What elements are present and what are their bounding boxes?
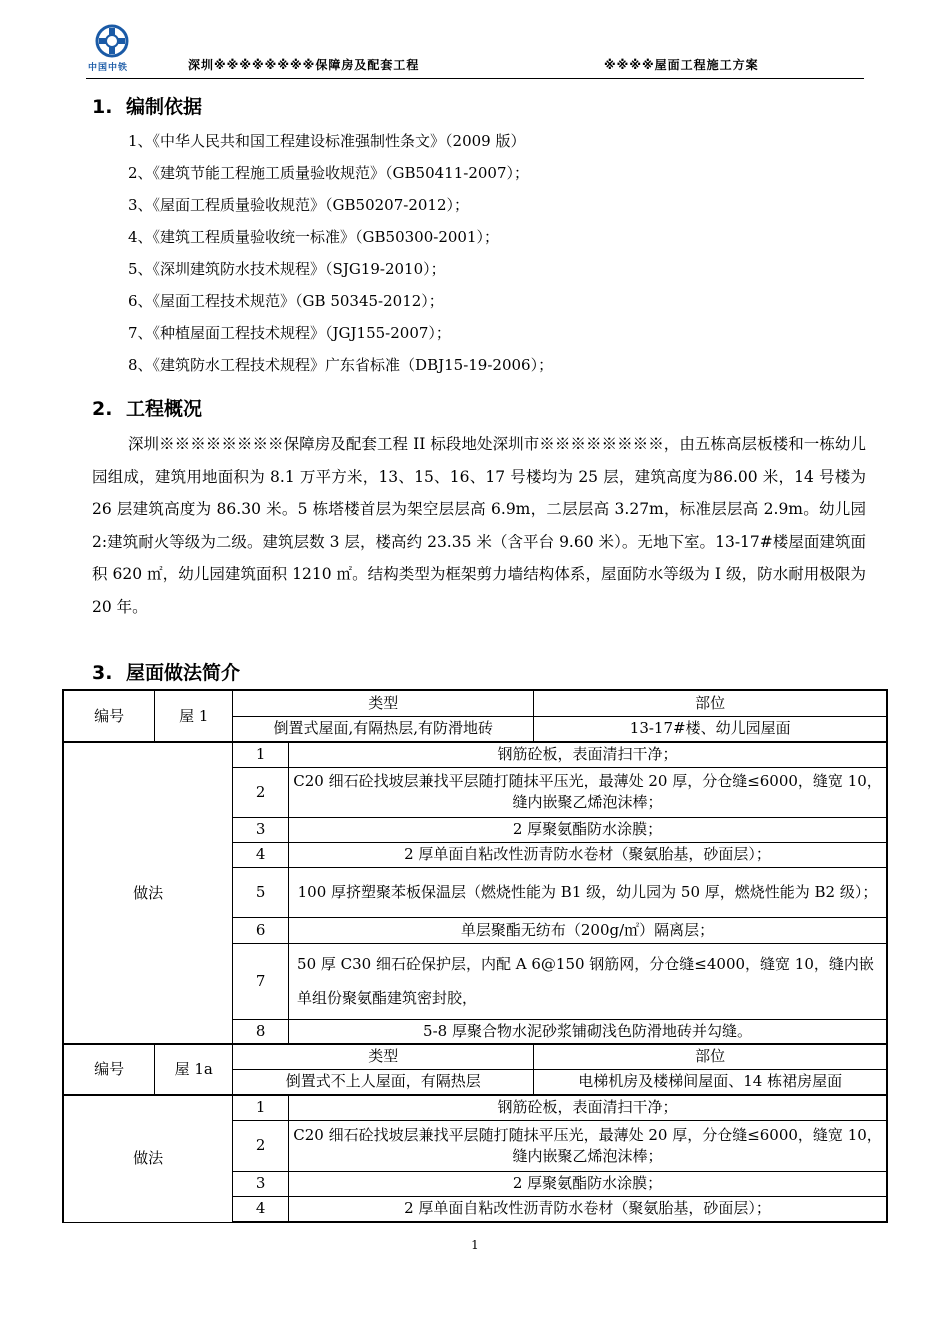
location-label: 部位: [534, 1044, 887, 1069]
header-project-name: 深圳※※※※※※※※保障房及配套工程: [188, 58, 420, 72]
section-title: 屋面做法简介: [126, 662, 241, 684]
reference-item: 4、《建筑工程质量验收统一标准》（GB50300-2001）；: [128, 228, 500, 246]
step-text: 50 厚 C30 细石砼保护层，内配 A 6@150 钢筋网，分仓缝≤4000，缝宽 10，缝内嵌单组份聚氨酯建筑密封胶，: [289, 943, 887, 1019]
reference-item: 8、《建筑防水工程技术规程》广东省标准（DBJ15-19-2006）；: [128, 356, 554, 374]
section-heading-2: [92, 394, 202, 421]
roof-location: 13-17#楼、幼儿园屋面: [534, 716, 887, 742]
reference-item: 2、《建筑节能工程施工质量验收规范》（GB50411-2007）；: [128, 164, 530, 182]
step-number: 1: [233, 1095, 289, 1120]
reference-item: 6、《屋面工程技术规范》（GB 50345-2012）；: [128, 292, 444, 310]
reference-item: 5、《深圳建筑防水技术规程》（SJG19-2010）；: [128, 260, 446, 278]
step-text: 2 厚聚氨酯防水涂膜；: [289, 1171, 887, 1196]
roof-spec-table: [62, 689, 888, 1223]
step-number: 3: [233, 1171, 289, 1196]
step-text: 5-8 厚聚合物水泥砂浆铺砌浅色防滑地砖并勾缝。: [289, 1019, 887, 1044]
reference-item: 1、《中华人民共和国工程建设标准强制性条文》（2009 版）: [128, 132, 526, 150]
type-label: 类型: [233, 1044, 534, 1069]
roof-code: 屋 1: [155, 690, 233, 742]
step-text: 钢筋砼板，表面清扫干净；: [289, 742, 887, 767]
method-label: 做法: [63, 1095, 233, 1222]
step-text: C20 细石砼找坡层兼找平层随打随抹平压光，最薄处 20 厚，分仓缝≤6000，缝宽 10，缝内嵌聚乙烯泡沫棒；: [289, 767, 887, 817]
step-text: 100 厚挤塑聚苯板保温层（燃烧性能为 B1 级，幼儿园为 50 厚，燃烧性能为 B2 级）；: [289, 867, 887, 917]
step-number: 7: [233, 943, 289, 1019]
roof-code: 屋 1a: [155, 1044, 233, 1095]
section-heading-1: [92, 92, 202, 119]
step-number: 2: [233, 1120, 289, 1171]
section-number: 3.: [92, 662, 113, 684]
step-number: 6: [233, 917, 289, 943]
method-label: 做法: [63, 742, 233, 1044]
section-title: 编制依据: [126, 96, 203, 118]
step-number: 2: [233, 767, 289, 817]
section-number: 1.: [92, 96, 113, 118]
step-number: 3: [233, 817, 289, 842]
roof-type: 倒置式不上人屋面，有隔热层: [233, 1069, 534, 1095]
step-number: 5: [233, 867, 289, 917]
page-header: [86, 22, 864, 79]
type-label: 类型: [233, 690, 534, 716]
code-label: 编号: [63, 690, 155, 742]
project-overview: [92, 428, 866, 623]
step-text: C20 细石砼找坡层兼找平层随打随抹平压光，最薄处 20 厚，分仓缝≤6000，缝宽 10，缝内嵌聚乙烯泡沫棒；: [289, 1120, 887, 1171]
section-heading-3: [92, 658, 240, 685]
logo-text: 中国中铁: [88, 63, 129, 73]
step-text: 2 厚单面自粘改性沥青防水卷材（聚氨胎基，砂面层）；: [289, 1196, 887, 1222]
step-text: 单层聚酯无纺布（200g/㎡）隔离层；: [289, 917, 887, 943]
code-label: 编号: [63, 1044, 155, 1095]
step-number: 1: [233, 742, 289, 767]
reference-item: 3、《屋面工程质量验收规范》（GB50207-2012）；: [128, 196, 470, 214]
roof-location: 电梯机房及楼梯间屋面、14 栋裙房屋面: [534, 1069, 887, 1095]
step-number: 8: [233, 1019, 289, 1044]
step-number: 4: [233, 1196, 289, 1222]
reference-item: 7、《种植屋面工程技术规程》（JGJ155-2007）；: [128, 324, 451, 342]
section-number: 2.: [92, 398, 113, 420]
roof-type: 倒置式屋面,有隔热层,有防滑地砖: [233, 716, 534, 742]
step-text: 钢筋砼板，表面清扫干净；: [289, 1095, 887, 1120]
header-doc-title: ※※※※屋面工程施工方案: [604, 58, 759, 72]
overview-paragraph: 深圳※※※※※※※※保障房及配套工程 II 标段地处深圳市※※※※※※※※，由五栋高层板楼和一栋幼儿园组成，建筑用地面积为 8.1 万平方米，13、15、16、17 号楼均为 25 层，建筑高度为86.00 米，14 号楼为 26 层建筑高度为 86.30 米。5 栋塔楼首层为架空层层高 6.9m，二层层高 3.27m，标准层层高 2.9m。幼儿园 2:建筑耐火等级为二级。建筑层数 3 层，楼高约 23.35 米（含平台 9.60 米）。无地下室。13-17#楼屋面建筑面积 620 ㎡，幼儿园建筑面积 1210 ㎡。结构类型为框架剪力墙结构体系，屋面防水等级为 I 级，防水耐用极限为 20 年。: [92, 435, 866, 616]
section-title: 工程概况: [126, 398, 203, 420]
page-number: 1: [471, 1238, 479, 1252]
step-text: 2 厚单面自粘改性沥青防水卷材（聚氨胎基，砂面层）；: [289, 842, 887, 867]
step-text: 2 厚聚氨酯防水涂膜；: [289, 817, 887, 842]
step-number: 4: [233, 842, 289, 867]
location-label: 部位: [534, 690, 887, 716]
